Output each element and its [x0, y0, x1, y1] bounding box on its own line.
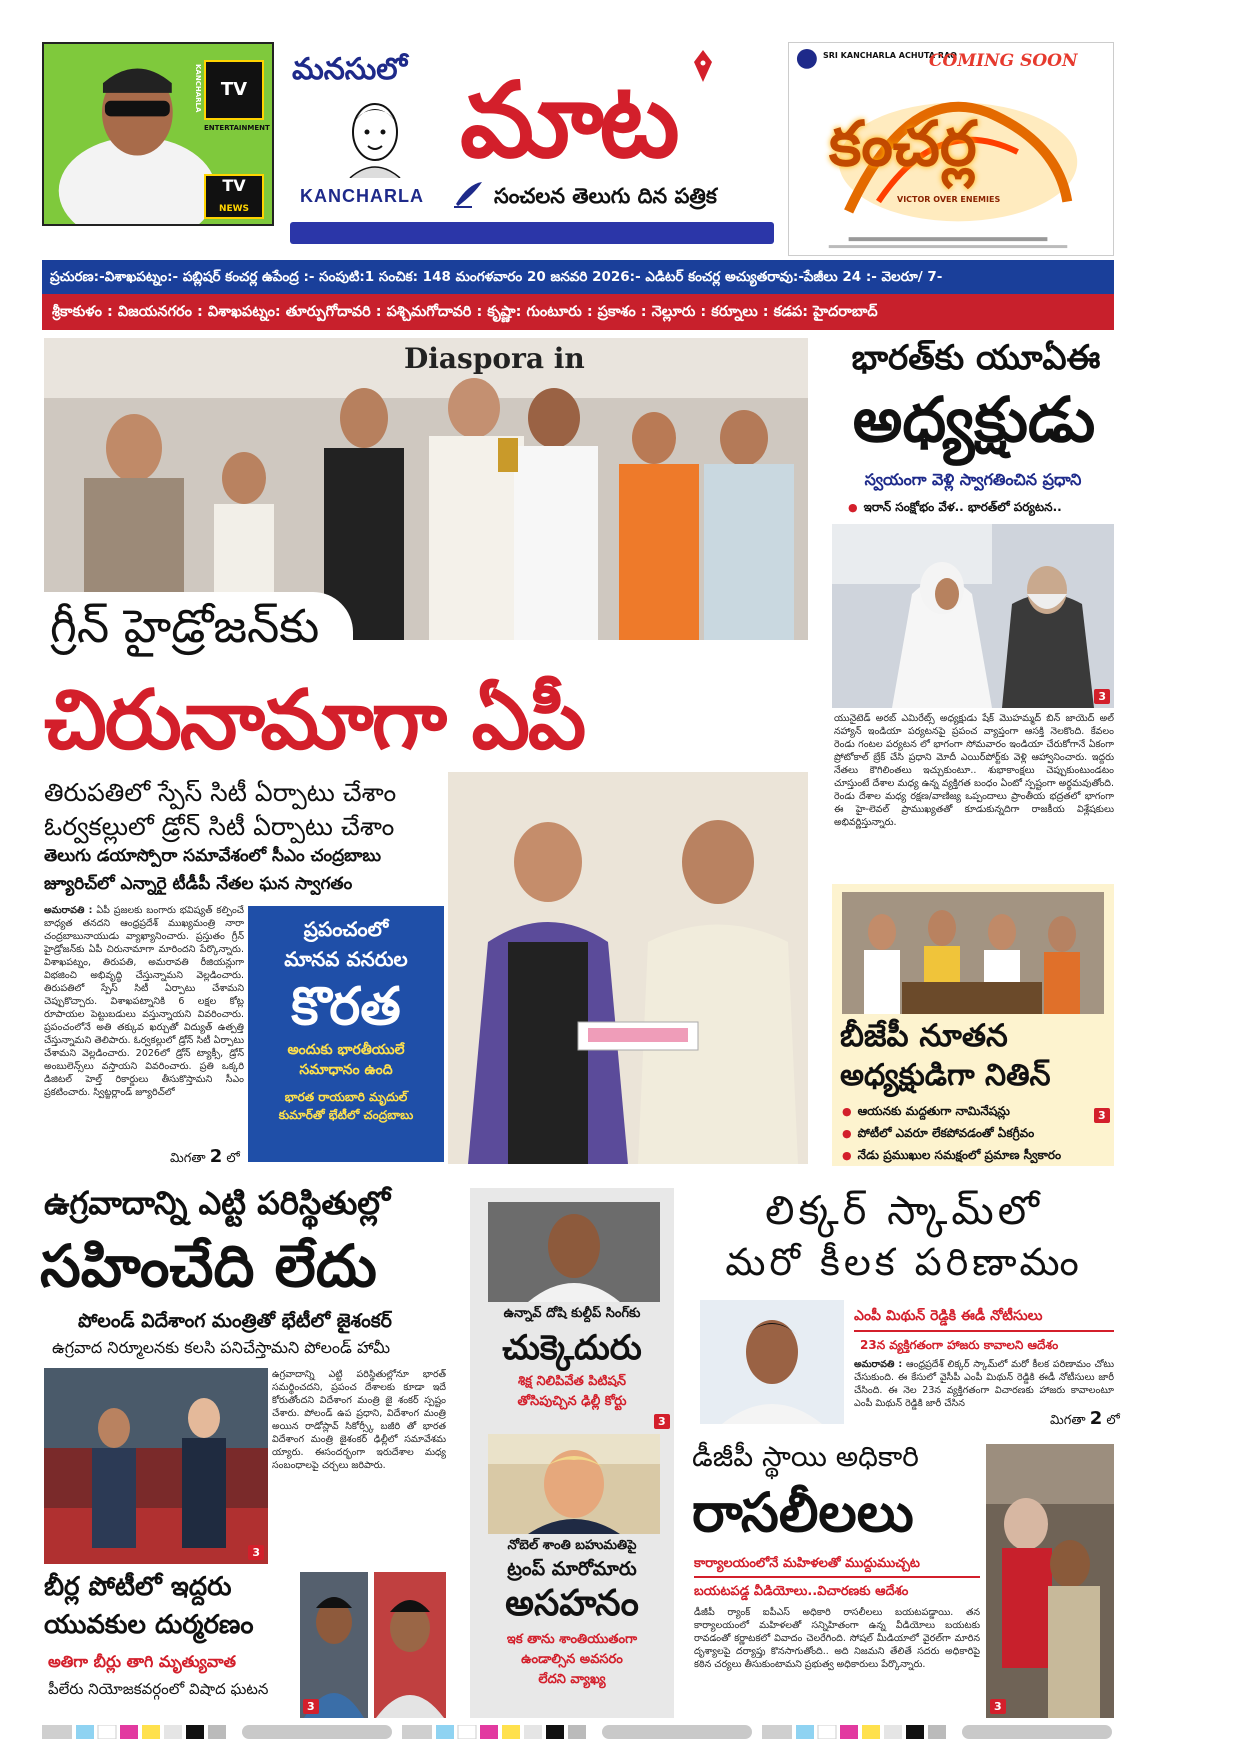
city-text: శ్రీకాకుళం : విజయనగరం : విశాఖపట్నం: తూర్పుగోదావరి : పశ్చిమగోదావరి : కృష్ణా: గుంటూరు : ప్రకాశం : నెల్లూరు : కర్నూలు : కడప: హైదరాబాద్ — [52, 304, 878, 320]
ad-kancharla-tv — [42, 42, 274, 226]
liquor-body — [854, 1358, 1114, 1410]
uae-badge: 3 — [1094, 689, 1110, 704]
cm-meeting-photo — [448, 772, 808, 1164]
hr-yellow-2: సమాధానం ఉంది — [299, 1062, 393, 1078]
bjp-bullet-1-text: ఆయనకు మద్దతుగా నామినేషన్లు — [857, 1104, 1010, 1118]
lead-body-text: ఏపీ ప్రజలకు బంగారు భవిష్యత్ కల్పించే బాధ్యత తనదని ఆంధ్రప్రదేశ్ ముఖ్యమంత్రి నారా చంద్రబాబునాయుడు వ్యాఖ్యానించారు. ప్రస్తుతం గ్రీన్ హైడ్రోజన్‌కు ఏపీ చిరునామాగా మారిందని పేర్కొన్నారు. విశాఖపట్నం, తిరుపతి, అమరావతి రీజియన్లుగా విభజించి అభివృద్ధి చేస్తున్నామని వెల్లడించారు. తిరుపతిలో స్పేస్ సిటీ ఏర్పాటు చేశామని చెప్పుకొచ్చారు. విశాఖపట్నానికి 6 లక్షల కోట్ల రూపాయల పెట్టుబడులు వస్తున్నాయని వివరించారు. ప్రపంచంలోనే అతి తక్కువ ఖర్చుతో విద్యుత్ ఉత్పత్తి చేస్తున్నామని తెలిపారు. ఓర్వకల్లులో డ్రోన్ సిటీ ఏర్పాటు చేశామని వెల్లడించారు. 2026లో డ్రోన్ ట్యాక్సీ, డ్రోన్ అంబులెన్స్‌లు వస్తాయని వివరించారు. ప్రతి ఒక్కరి డిజిటల్ హెల్త్ రికార్డులు తీసుకొస్తామని సీఎం ప్రకటించారు. స్విట్జర్లాండ్ జ్యూరిచ్‌లో — [44, 905, 244, 1098]
bjp-bullet-3-text: నేడు ప్రముఖుల సమక్షంలో ప్రమాణ స్వీకారం — [857, 1148, 1062, 1162]
lead-continued-suffix: లో — [226, 1151, 240, 1166]
trump-small: నోబెల్ శాంతి బహుమతిపై — [507, 1538, 637, 1553]
hr-white-1: భారత రాయబారి మృదుల్ — [284, 1090, 408, 1104]
ad-kancharla-movie — [788, 42, 1114, 256]
masthead-rule — [290, 222, 774, 244]
uae-headline-1: భారత్‌కు యూఏఈ — [851, 338, 1101, 378]
unnao-big: చుక్కెదురు — [502, 1328, 642, 1368]
info-bar — [42, 260, 1114, 294]
dgp-red-2: బయటపడ్డ వీడియోలు..విచారణకు ఆదేశం — [694, 1584, 909, 1599]
dgp-red-1: కార్యాలయంలోనే మహిళలతో ముద్దుముచ్చట — [694, 1556, 920, 1571]
beer-victim-photo-2 — [374, 1572, 446, 1718]
movie-title: కంచర్ల — [829, 107, 977, 180]
masthead-tagline: సంచలన తెలుగు దిన పత్రిక — [494, 184, 717, 208]
liquor-continued-page: 2 — [1089, 1408, 1103, 1429]
trump-red-1: ఇక తాను శాంతియుతంగా — [506, 1632, 638, 1647]
dgp-body: డీజీపీ ర్యాంక్ ఐపీఎస్ అధికారి రాసలీలలు బయటపడ్డాయి. తన కార్యాలయంలో మహిళలతో సన్నిహితంగా ఉన్న వీడియోలు బయటకు రావడంతో కర్ణాటకలో వివాదం చెలరేగింది. సోషల్ మీడియాలో వైరల్‌గా మారిన దృశ్యాలపై దర్యాప్తు కొనసాగుతోంది.. అది నిజమని తేలితే సదరు అధికారిపై కఠిన చర్యలు తీసుకుంటామని ప్రభుత్వ అధికారులు పేర్కొన్నారు. — [694, 1607, 980, 1670]
liquor-continued-suffix: లో — [1106, 1413, 1120, 1428]
liquor-continued — [1050, 1408, 1120, 1431]
liquor-body-dateline: అమరావతి : — [854, 1359, 903, 1370]
hr-line-2: మానవ వనరుల — [284, 947, 408, 971]
trump-line: ట్రంప్ మారోమారు — [507, 1558, 637, 1580]
lead-sub-3: తెలుగు డయాస్పోరా సమావేశంలో సీఎం చంద్రబాబు — [44, 846, 381, 866]
bjp-bullet-2-text: పోటీలో ఎవరూ లేకపోవడంతో ఏకగ్రీవం — [857, 1126, 1035, 1140]
liquor-rule — [854, 1330, 1114, 1332]
masthead-title: మాట — [460, 58, 676, 181]
beer-badge: 3 — [303, 1699, 319, 1714]
hr-line-1: ప్రపంచంలో — [303, 917, 389, 941]
dgp-headline-1: డీజీపీ స్థాయి అధికారి — [692, 1440, 919, 1473]
kuldeep-photo — [488, 1202, 660, 1302]
trump-big: అసహనం — [505, 1583, 639, 1624]
terror-sub-2: ఉగ్రవాద నిర్మూలనకు కలసి పనిచేస్తామని పోలండ్ హామీ — [52, 1338, 391, 1357]
hr-yellow-1: అందుకు భారతీయులే — [287, 1042, 405, 1058]
liquor-headline-2: మరో కీలక పరిణామం — [725, 1240, 1083, 1284]
ktv-brand-top: TV — [220, 79, 248, 100]
dgp-badge: 3 — [990, 1699, 1006, 1714]
liquor-continued-label: మిగతా — [1050, 1413, 1086, 1428]
dgp-photo — [986, 1444, 1114, 1718]
liquor-red-1: ఎంపీ మిథున్ రెడ్డికి ఈడీ నోటీసులు — [854, 1308, 1043, 1324]
lead-continued — [170, 1146, 240, 1169]
terror-headline-1: ఉగ్రవాదాన్ని ఎట్టి పరిస్థితుల్లో — [44, 1184, 391, 1222]
bjp-bullet-1 — [842, 1104, 1010, 1121]
ktv-news: NEWS — [218, 204, 250, 214]
beer-headline-2: యువకుల దుర్మరణం — [44, 1610, 254, 1640]
beer-red: అతిగా బీర్లు తాగి మృత్యువాత — [48, 1652, 236, 1671]
uae-body: యునైటెడ్ అరబ్ ఎమిరేట్స్ అధ్యక్షుడు షేక్ మొహమ్మద్ బిన్ జాయెద్ అల్ నహ్యాన్ ఇండియా పర్యటనపై ప్రపంచ వ్యాప్తంగా ఆసక్తి నెలకొంది. కేవలం రెండు గంటల పర్యటన లో భాగంగా సోమవారం ఇండియా చేరుకోగానే ఏకంగా ప్రోటోకాల్ బ్రేక్ చేసి ప్రధాని మోదీ ఎయిర్‌పోర్ట్‌కు వెళ్లి ఆహ్వానించారు. ఇద్దరు నేతలు కౌగిలింతలు ఇచ్చుకుంటూ.. శుభాకాంక్షలు చెప్పుకుంటుండటం చూస్తుంటే దేశాల మధ్య ఉన్న వ్యక్తిగత బంధం ఏంటో స్పష్టంగా అర్థమవుతోంది. రెండు దేశాల మధ్య రక్షణ/వాణిజ్య ఒప్పందాలు ప్రాంతీయ భద్రతలో భాగంగా ఈ హై-లెవల్ ప్రాముఖ్యతతో కూడుకున్నదిగా రాజకీయ విశ్లేషకులు అభివర్ణిస్తున్నారు. — [834, 713, 1114, 828]
unnao-small: ఉన్నావ్ దోషి కుల్దీప్ సింగ్‌కు — [503, 1306, 641, 1321]
beer-sub: పీలేరు నియోజకవర్గంలో విషాద ఘటన — [48, 1680, 269, 1698]
dgp-headline-2: రాసలీలలు — [692, 1481, 914, 1544]
terror-sub-1: పోలండ్ విదేశాంగ మంత్రితో భేటీలో జైశంకర్ — [78, 1310, 392, 1332]
info-text: ప్రచురణ:-విశాఖపట్నం:- పబ్లిషర్ కంచర్ల ఉపేంద్ర :- సంపుటి:1 సంచిక: 148 మంగళవారం 20 జనవరి 2026:- ఎడిటర్ కంచర్ల అచ్యుతరావు:-పేజీలు 24 :- వెలరూ/ 7- — [50, 269, 943, 285]
uae-photo — [832, 524, 1114, 708]
lead-headline-2: చిరునామాగా ఏపీ — [44, 673, 585, 768]
bjp-badge: 3 — [1094, 1108, 1110, 1123]
masthead-quill-icon — [454, 180, 484, 208]
unnao-red-1: శిక్ష నిలిపివేత పిటిషన్ — [518, 1374, 626, 1389]
hr-big: కొరత — [291, 977, 401, 1037]
liquor-red-2: 23న వ్యక్తిగతంగా హాజరు కావాలని ఆదేశం — [860, 1338, 1059, 1352]
movie-coming-soon: COMING SOON — [929, 51, 1078, 71]
unnao-red-2: తోసిపుచ్చిన ఢిల్లీ కోర్టు — [517, 1394, 627, 1409]
masthead-title-small: మనసులో — [292, 52, 408, 87]
trump-red-2: ఉండాల్సిన అవసరం — [521, 1652, 623, 1667]
bjp-headline-1: బీజేపీ నూతన — [840, 1018, 1008, 1054]
terror-body: ఉగ్రవాదాన్ని ఎట్టి పరిస్థితుల్లోనూ భారత్ సమర్థించదని, ప్రపంచ దేశాలకు కూడా ఇదే కోరుతోందని విదేశాంగ మంత్రి జై శంకర్ స్పష్టం చేశారు. పోలండ్ ఉప ప్రధాని, విదేశాంగ మంత్రి అయిన రాడోస్లావ్ సికోర్స్కీ బజీరి తో భారత విదేశాంగ మంత్రి జైశంకర్ ఢిల్లీలో సమావేశమ య్యారు. ఈసందర్భంగా ఇరుదేశాల మధ్య సంబంధాలపై చర్చలు జరిపారు. — [272, 1369, 446, 1471]
lead-sub-1: తిరుపతిలో స్పేస్ సిటీ ఏర్పాటు చేశాం — [44, 778, 397, 807]
liquor-headline-1: లిక్కర్ స్కామ్‌లో — [765, 1188, 1043, 1234]
ktv-entertainment: ENTERTAINMENT — [204, 124, 270, 132]
lead-continued-label: మిగతా — [170, 1151, 206, 1166]
trump-photo — [488, 1434, 660, 1534]
unnao-badge: 3 — [654, 1414, 670, 1429]
uae-bullet-text: ఇరాన్ సంక్షోభం వేళ.. భారత్‌లో పర్యటన.. — [863, 500, 1062, 514]
lead-body-dateline: అమరావతి : — [44, 905, 93, 916]
uae-headline-2: అధ్యక్షుడు — [852, 383, 1096, 456]
lead-headline-1: గ్రీన్ హైడ్రోజన్‌కు — [44, 592, 353, 658]
terror-badge: 3 — [248, 1545, 264, 1560]
lead-continued-page: 2 — [209, 1146, 223, 1167]
beer-victim-photo-1 — [300, 1572, 368, 1718]
mithun-photo — [700, 1300, 844, 1424]
bjp-photo — [842, 892, 1104, 1014]
bjp-bullet-3 — [842, 1148, 1061, 1165]
hr-box — [248, 906, 444, 1162]
masthead-brand: KANCHARLA — [300, 186, 424, 206]
color-registration-strip — [42, 1724, 1114, 1738]
terror-headline-2: సహించేది లేదు — [40, 1232, 377, 1300]
liquor-body-text: ఆంధ్రప్రదేశ్ లిక్కర్ స్కామ్‌లో మరో కీలక పరిణామం చోటు చేసుకుంది. ఈ కేసులో వైసీపీ ఎంపీ మిథున్ రెడ్డికి ఈడీ నోటీసులు జారీ చేసింది. ఈ నెల 23న వ్యక్తిగతంగా విచారణకు హాజరు కావాలంటూ ఎంపీ మిథున్ రెడ్డికి జారీ చేసిన — [854, 1359, 1114, 1409]
lead-sub-4: జ్యూరిచ్‌లో ఎన్నారై టీడీపీ నేతల ఘన స్వాగతం — [44, 874, 353, 894]
movie-tagline: VICTOR OVER ENEMIES — [897, 195, 1001, 204]
lead-sub-2: ఓర్వకల్లులో డ్రోన్ సిటీ ఏర్పాటు చేశాం — [44, 812, 395, 841]
bjp-bullet-2 — [842, 1126, 1034, 1143]
uae-sub: స్వయంగా వెళ్లి స్వాగతించిన ప్రధాని — [864, 470, 1082, 489]
masthead-portrait — [340, 94, 410, 178]
ktv-brand-bottom: TV — [222, 176, 246, 195]
city-bar — [42, 294, 1114, 330]
ktv-kancharla: KANCHARLA — [194, 64, 202, 113]
uae-bullet — [848, 500, 1062, 517]
lead-photo-banner: Diaspora in — [404, 342, 585, 375]
beer-headline-1: బీర్ల పోటీలో ఇద్దరు — [44, 1572, 232, 1602]
bjp-headline-2: అధ్యక్షుడిగా నితిన్ — [840, 1058, 1051, 1093]
hr-white-2: కుమార్‌తో భేటీలో చంద్రబాబు — [278, 1108, 414, 1122]
masthead-pen-icon — [690, 48, 716, 84]
jaishankar-photo — [44, 1368, 268, 1564]
dgp-rule — [694, 1576, 980, 1578]
lead-body — [44, 904, 244, 1142]
trump-red-3: లేదని వ్యాఖ్య — [538, 1672, 606, 1687]
movie-presents: SRI KANCHARLA ACHUTA RAO — [823, 51, 957, 60]
